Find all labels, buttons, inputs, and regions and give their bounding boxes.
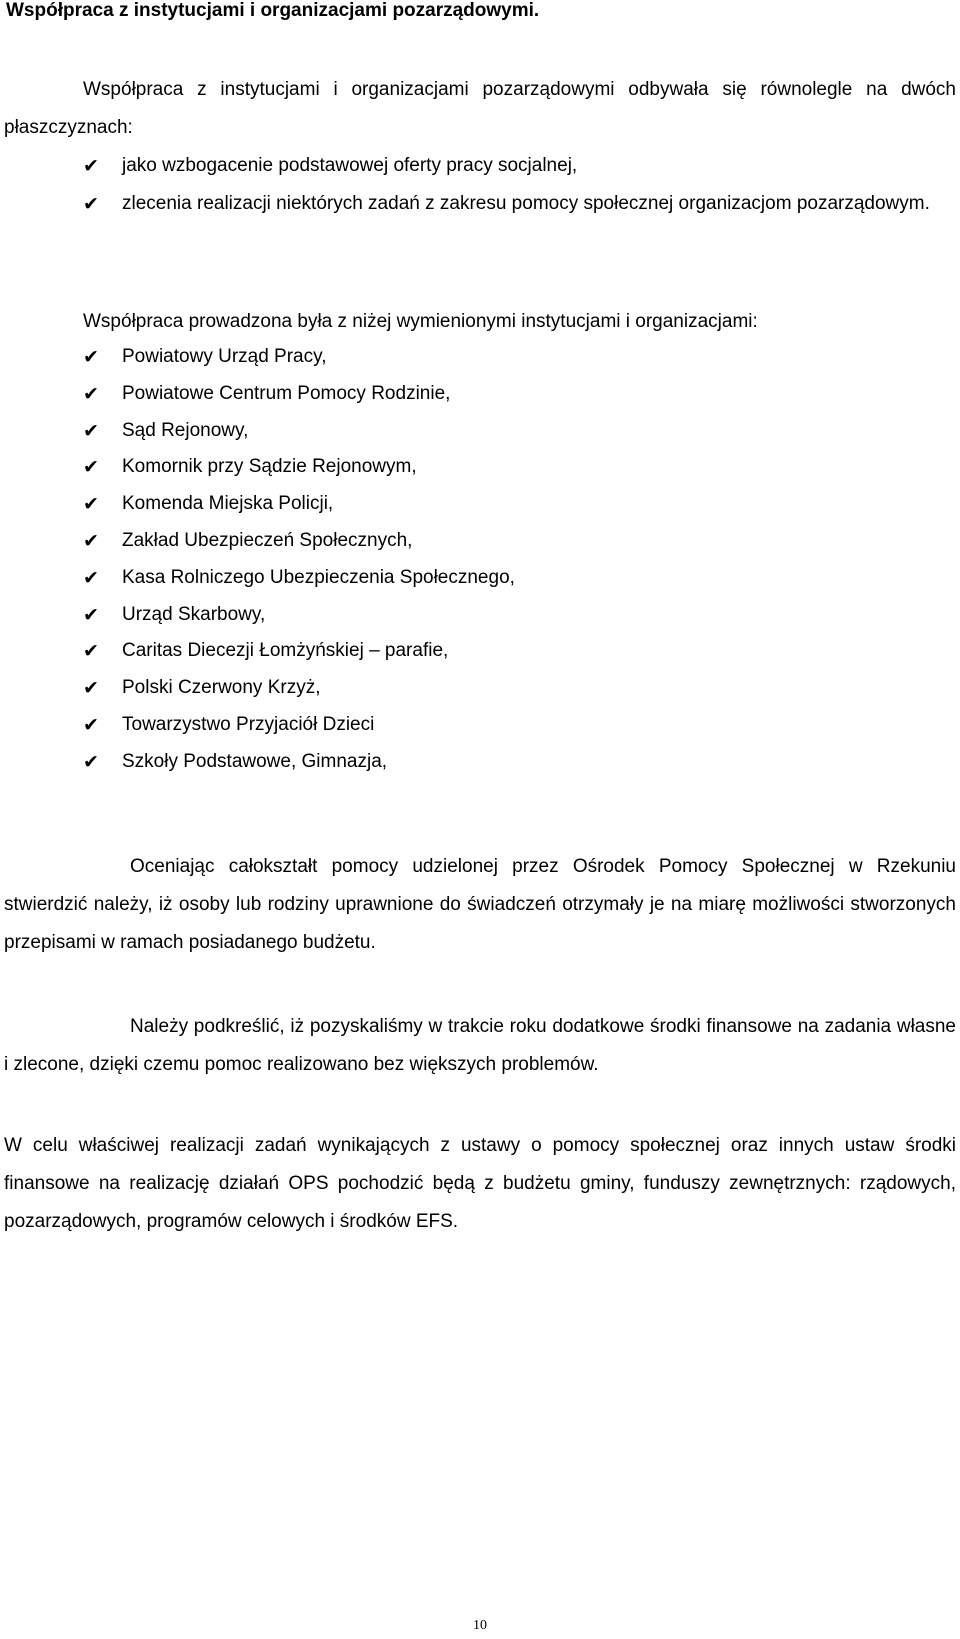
check-mark-icon: ✔ — [83, 603, 99, 626]
future-funding-paragraph: W celu właściwej realizacji zadań wynikających z ustawy o pomocy społecznej oraz innych ustaw środki finansowe na realizację działań OPS pochodzić będą z budżetu gminy, funduszy zewnętrznych: rządowych, pozarządowych, programów celowych i środków EFS. — [4, 1135, 956, 1232]
list-item-text: Komenda Miejska Policji, — [122, 493, 334, 515]
check-mark-icon: ✔ — [83, 155, 99, 177]
check-mark-icon: ✔ — [83, 677, 99, 700]
list-item-text: Powiatowe Centrum Pomocy Rodzinie, — [122, 382, 451, 404]
list-item-text: Kasa Rolniczego Ubezpieczenia Społecznego, — [122, 566, 515, 588]
list-item-text: Zakład Ubezpieczeń Społecznych, — [122, 529, 413, 551]
list-item-text: jako wzbogacenie podstawowej oferty pracy socjalnej, — [122, 155, 578, 176]
intro-paragraph: Współpraca z instytucjami i organizacjami pozarządowymi odbywała się równolegle na dwóch płaszczyznach: — [4, 79, 956, 138]
page-number: 10 — [473, 1618, 487, 1633]
check-mark-icon: ✔ — [83, 566, 99, 589]
list-item-text: Komornik przy Sądzie Rejonowym, — [122, 456, 417, 478]
list-item-text: Powiatowy Urząd Pracy, — [122, 346, 327, 367]
list-item-text: Caritas Diecezji Łomżyńskiej – parafie, — [122, 640, 449, 662]
check-mark-icon: ✔ — [83, 493, 99, 516]
list-item-text: zlecenia realizacji niektórych zadań z zakresu pomocy społecznej organizacjom pozarządowym. — [122, 193, 930, 214]
check-mark-icon: ✔ — [83, 640, 99, 663]
check-mark-icon: ✔ — [83, 419, 99, 442]
check-mark-icon: ✔ — [83, 456, 99, 479]
check-mark-icon: ✔ — [83, 346, 99, 368]
institutions-intro: Współpraca prowadzona była z niżej wymienionymi instytucjami i organizacjami: — [83, 311, 758, 332]
list-item-text: Urząd Skarbowy, — [122, 603, 266, 625]
list-item-text: Sąd Rejonowy, — [122, 419, 249, 441]
check-mark-icon: ✔ — [83, 529, 99, 552]
check-mark-icon: ✔ — [83, 193, 99, 215]
assessment-paragraph: Oceniając całokształt pomocy udzielonej przez Ośrodek Pomocy Społecznej w Rzekuniu stwierdzić należy, iż osoby lub rodziny uprawnione do świadczeń otrzymały je na miarę możliwości stworzonych przepisami w ramach posiadanego budżetu. — [4, 856, 956, 953]
check-mark-icon: ✔ — [83, 713, 99, 736]
check-mark-icon: ✔ — [83, 750, 99, 773]
list-item-text: Polski Czerwony Krzyż, — [122, 677, 321, 699]
list-item-text: Towarzystwo Przyjaciół Dzieci — [122, 713, 375, 735]
list-item-text: Szkoły Podstawowe, Gimnazja, — [122, 750, 388, 772]
section-heading: Współpraca z instytucjami i organizacjami pozarządowymi. — [6, 0, 540, 21]
check-mark-icon: ✔ — [83, 382, 99, 405]
funding-paragraph: Należy podkreślić, iż pozyskaliśmy w trakcie roku dodatkowe środki finansowe na zadania własne i zlecone, dzięki czemu pomoc realizowano bez większych problemów. — [4, 1016, 956, 1075]
